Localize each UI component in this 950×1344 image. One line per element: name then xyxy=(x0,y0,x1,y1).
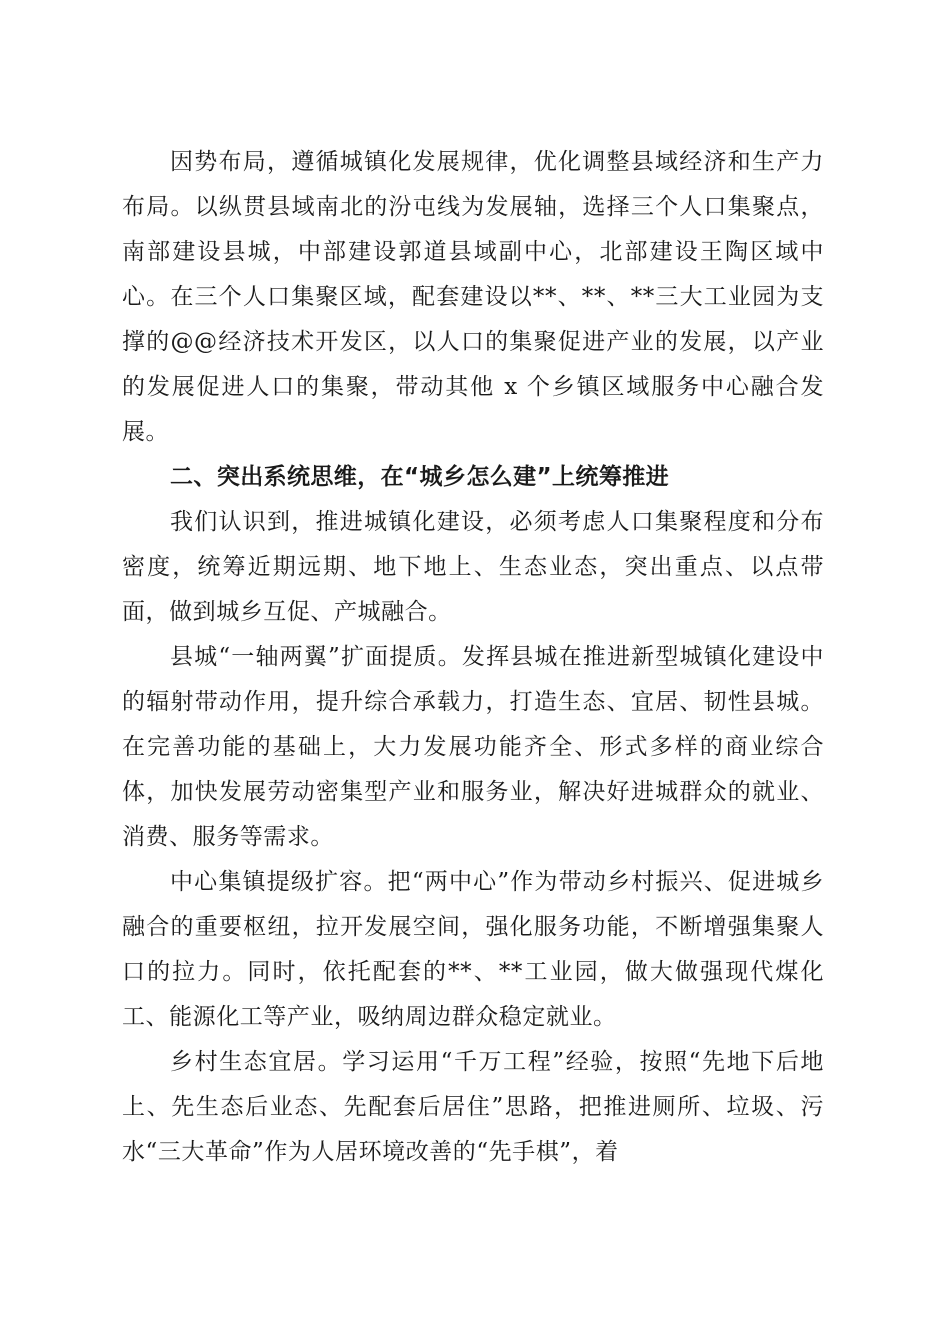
section-heading: 二、突出系统思维，在“城乡怎么建”上统筹推进 xyxy=(170,464,670,490)
paragraph-layout: 因势布局，遵循城镇化发展规律，优化调整县域经济和生产力布局。以纵贯县域南北的汾屯线为发展轴，选择三个人口集聚点，南部建设县城，中部建设郭道县域副中心，北部建设王陶区域中心。在三个人口集聚区域，配套建设以**、**、**三大工业园为支撑的@@经济技术开发区，以人口的集聚促进产业的发展，以产业的发展促进人口的集聚，带动其他 x 个乡镇区域服务中心融合发展。 xyxy=(122,149,824,445)
paragraph-urban-planning: 我们认识到，推进城镇化建设，必须考虑人口集聚程度和分布密度，统筹近期远期、地下地上、生态业态，突出重点、以点带面，做到城乡互促、产城融合。 xyxy=(122,509,824,625)
paragraph-rural-ecology: 乡村生态宜居。学习运用“千万工程”经验，按照“先地下后地上、先生态后业态、先配套后居住”思路，把推进厕所、垃圾、污水“三大革命”作为人居环境改善的“先手棋”，着 xyxy=(122,1049,824,1165)
paragraph-county-town: 县城“一轴两翼”扩面提质。发挥县城在推进新型城镇化建设中的辐射带动作用，提升综合承载力，打造生态、宜居、韧性县城。在完善功能的基础上，大力发展功能齐全、形式多样的商业综合体，加快发展劳动密集型产业和服务业，解决好进城群众的就业、消费、服务等需求。 xyxy=(122,644,824,850)
document-body xyxy=(122,140,824,1175)
paragraph-central-towns: 中心集镇提级扩容。把“两中心”作为带动乡村振兴、促进城乡融合的重要枢纽，拉开发展空间，强化服务功能，不断增强集聚人口的拉力。同时，依托配套的**、**工业园，做大做强现代煤化工、能源化工等产业，吸纳周边群众稳定就业。 xyxy=(122,869,824,1030)
